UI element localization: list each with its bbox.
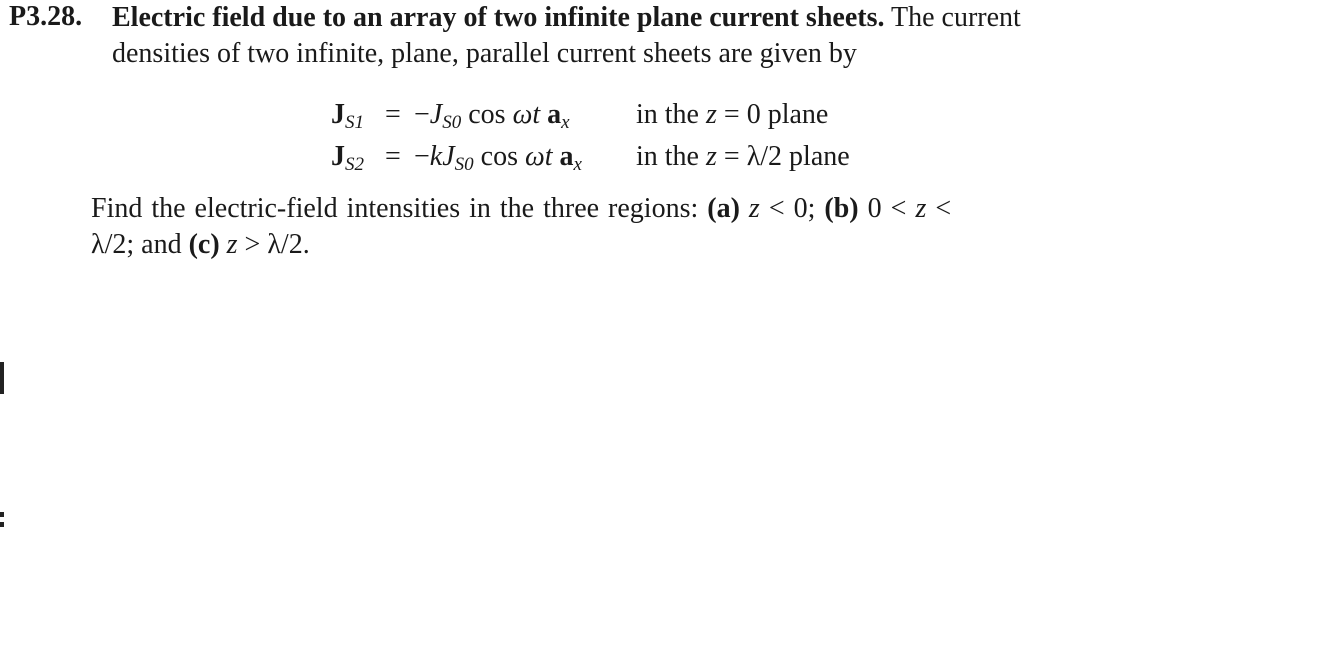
eq1-lhs-subscript: S1: [345, 112, 364, 133]
equation-1-equals: =: [385, 99, 401, 130]
eq2-rhs-cos: cos: [473, 141, 525, 172]
question-line-1: [91, 191, 951, 227]
part-b-rest: <: [926, 193, 952, 224]
part-a-var: z: [739, 193, 760, 224]
eq2-rhs-unit: a: [552, 141, 574, 172]
part-c-condition: > λ/2.: [237, 229, 310, 260]
page-edge-dot: [0, 522, 4, 527]
equation-2-equals: =: [385, 141, 401, 172]
equation-1-location: [636, 98, 828, 132]
eq2-lhs-symbol: J: [331, 141, 345, 172]
problem-title: Electric field due to an array of two infinite plane current sheets.: [112, 2, 885, 33]
eq2-lhs-subscript: S2: [345, 154, 364, 175]
part-b-var: z: [915, 193, 927, 224]
part-b-end: λ/2; and: [91, 229, 189, 260]
equation-1-lhs: [331, 98, 364, 132]
problem-number: P3.28.: [9, 1, 83, 32]
page-edge-bar: [0, 362, 4, 394]
eq1-rhs-subscript: S0: [442, 112, 462, 133]
part-c-var: z: [219, 229, 238, 260]
part-b-label: (b): [824, 193, 859, 224]
eq2-rhs-omega: ωt: [524, 141, 553, 172]
eq2-rhs-unit-sub: x: [573, 154, 582, 175]
eq1-lhs-symbol: J: [331, 99, 345, 130]
eq2-where-rest: = λ/2 plane: [716, 141, 850, 172]
problem-title-line: [112, 0, 1021, 36]
part-c-label: (c): [188, 229, 220, 260]
eq1-rhs-var: J: [429, 99, 443, 130]
eq1-rhs-unit-sub: x: [561, 112, 570, 133]
part-b-pre: 0 <: [858, 193, 916, 224]
eq2-rhs-sign: −: [414, 141, 430, 172]
question-text: Find the electric-field intensities in the three regions:: [91, 193, 708, 224]
equation-2-lhs: [331, 140, 364, 174]
eq2-rhs-subscript: S0: [454, 154, 474, 175]
eq1-rhs-unit: a: [540, 99, 562, 130]
eq1-where-var: z: [706, 99, 717, 130]
equation-2-location: [636, 140, 850, 174]
problem-intro-2: densities of two infinite, plane, parallel current sheets are given by: [112, 38, 857, 69]
eq2-rhs-var: kJ: [429, 141, 455, 172]
equation-1-rhs: [414, 98, 570, 132]
page-edge-dot: [0, 512, 4, 517]
part-a-condition: < 0;: [759, 193, 825, 224]
eq1-rhs-cos: cos: [461, 99, 513, 130]
eq1-rhs-sign: −: [414, 99, 430, 130]
part-a-label: (a): [707, 193, 740, 224]
eq1-where-rest: = 0 plane: [716, 99, 829, 130]
question-line-2: [91, 227, 310, 263]
eq2-where-prefix: in the: [636, 141, 706, 172]
eq1-rhs-omega: ωt: [512, 99, 541, 130]
problem-intro-1: The current: [884, 2, 1021, 33]
equation-2-rhs: [414, 140, 582, 174]
eq1-where-prefix: in the: [636, 99, 706, 130]
eq2-where-var: z: [706, 141, 717, 172]
